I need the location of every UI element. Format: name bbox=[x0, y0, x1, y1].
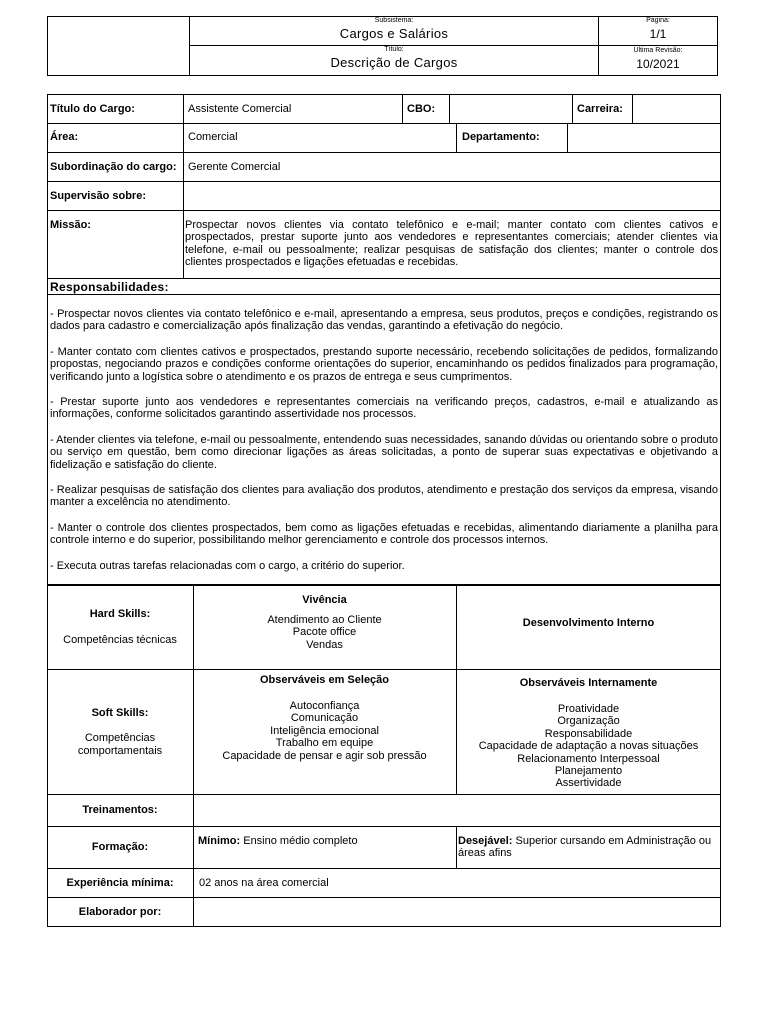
missao-text: Prospectar novos clientes via contato telefônico e e-mail; manter contato com clientes cativos e prospectados, prestar suporte junto aos vendedores e representantes comerciais; atender clientes via telefone, e-mail ou pessoalmente; realizar pesquisas de satisfação dos clientes; manter o controle dos clientes prospectados e ligações efetuadas e recebidas. bbox=[185, 219, 718, 269]
col-divider bbox=[456, 826, 457, 868]
desenvolvimento-heading: Desenvolvimento Interno bbox=[522, 617, 655, 629]
selecao-item: Trabalho em equipe bbox=[275, 737, 374, 750]
row-divider bbox=[47, 152, 721, 153]
internamente-item: Assertividade bbox=[555, 777, 622, 790]
soft-skills-sublabel-1: Competências bbox=[84, 732, 156, 744]
responsibility-item: - Realizar pesquisas de satisfação dos clientes para avaliação dos produtos, atendimento e prestação dos serviços da empresa, visando manter a excelência no atendimento. bbox=[50, 484, 718, 509]
formacao-minimo bbox=[198, 835, 453, 847]
responsibility-item: - Prospectar novos clientes via contato telefônico e e-mail, apresentando a empresa, seus produtos, preços e condições, registrando os dados para cadastro e comercialização após finalização das vendas, garantindo a efetivação do negócio. bbox=[50, 308, 718, 333]
internamente-list bbox=[456, 703, 721, 790]
row-divider bbox=[47, 669, 721, 670]
col-divider bbox=[572, 94, 573, 123]
internamente-heading: Observáveis Internamente bbox=[519, 677, 658, 689]
row-divider bbox=[47, 123, 721, 124]
hard-skills-label: Hard Skills: bbox=[89, 608, 151, 620]
selecao-item: Inteligência emocional bbox=[270, 724, 379, 737]
internamente-item: Capacidade de adaptação a novas situações bbox=[478, 740, 699, 753]
experiencia-label: Experiência mínima: bbox=[66, 877, 174, 889]
vivencia-item: Pacote office bbox=[292, 626, 357, 639]
responsibility-item: - Executa outras tarefas relacionadas com o cargo, a critério do superior. bbox=[50, 560, 405, 572]
row-divider bbox=[47, 897, 721, 898]
missao-label: Missão: bbox=[50, 219, 91, 231]
elaborador-label: Elaborador por: bbox=[78, 906, 162, 918]
experiencia-value: 02 anos na área comercial bbox=[199, 877, 329, 889]
selecao-heading: Observáveis em Seleção bbox=[259, 674, 390, 686]
selecao-item: Capacidade de pensar e agir sob pressão bbox=[222, 749, 427, 762]
responsibility-item: - Atender clientes via telefone, e-mail ou pessoalmente, entendendo suas necessidades, sanando dúvidas ou orientando sobre o produto ou serviço em questão, bem como direcionar ligações as áreas solicitadas, a ponto de superar suas expectativas e objetivando a fidelização e satisfação do cliente. bbox=[50, 434, 718, 471]
subsystem-value: Cargos e Salários bbox=[339, 26, 449, 41]
selecao-item: Comunicação bbox=[290, 712, 359, 725]
col-divider bbox=[402, 94, 403, 123]
col-divider bbox=[183, 94, 184, 278]
treinamentos-label: Treinamentos: bbox=[82, 804, 158, 816]
row-divider bbox=[47, 278, 721, 279]
responsibility-item: - Manter o controle dos clientes prospectados, bem como as ligações efetuadas e recebidas, alimentando diariamente a planilha para controle interno e do superior, possibilitando melhor gerenciamento e controle dos processos internos. bbox=[50, 522, 718, 547]
page-label: Página: bbox=[646, 17, 670, 24]
desejavel-label: Desejável: bbox=[458, 835, 513, 847]
col-divider bbox=[632, 94, 633, 123]
row-divider bbox=[47, 868, 721, 869]
col-divider bbox=[456, 123, 457, 152]
carreira-label: Carreira: bbox=[577, 103, 623, 115]
page-title: Descrição de Cargos bbox=[330, 55, 458, 70]
internamente-item: Relacionamento Interpessoal bbox=[517, 752, 660, 765]
titulo-value: Assistente Comercial bbox=[188, 103, 292, 115]
row-divider bbox=[47, 294, 721, 295]
cbo-label: CBO: bbox=[407, 103, 436, 115]
minimo-value: Ensino médio completo bbox=[240, 835, 358, 847]
title-label: Título: bbox=[384, 46, 404, 53]
responsibility-item: - Prestar suporte junto aos vendedores e representantes comerciais na verificando preços, cadastros, e-mail e atualizando as informações, conforme solicitados garantindo assertividade nos processos. bbox=[50, 396, 718, 421]
internamente-item: Organização bbox=[557, 715, 620, 728]
area-label: Área: bbox=[50, 131, 79, 143]
formacao-label: Formação: bbox=[91, 841, 149, 853]
col-divider bbox=[567, 123, 568, 152]
internamente-item: Responsabilidade bbox=[544, 727, 633, 740]
subordinacao-label: Subordinação do cargo: bbox=[50, 161, 177, 173]
responsabilidades-heading: Responsabilidades: bbox=[50, 280, 169, 294]
vivencia-list bbox=[193, 614, 456, 651]
selecao-item: Autoconfiança bbox=[289, 700, 360, 712]
formacao-desejavel bbox=[458, 835, 720, 860]
minimo-label: Mínimo: bbox=[198, 835, 241, 847]
subordinacao-value: Gerente Comercial bbox=[188, 161, 281, 173]
vivencia-item: Atendimento ao Cliente bbox=[267, 614, 382, 626]
internamente-item: Proatividade bbox=[557, 703, 620, 715]
area-value: Comercial bbox=[188, 131, 238, 143]
soft-skills-sublabel-2: comportamentais bbox=[77, 745, 163, 757]
vivencia-item: Vendas bbox=[306, 638, 343, 651]
row-divider bbox=[47, 826, 721, 827]
row-divider bbox=[47, 794, 721, 795]
soft-skills-label: Soft Skills: bbox=[91, 707, 149, 719]
titulo-label: Título do Cargo: bbox=[50, 103, 135, 115]
responsibility-item: - Manter contato com clientes cativos e prospectados, prestando suporte necessário, recebendo solicitações de pedidos, formalizando propostas, negociando prazos e condições conforme orientações do superior, encaminhando os pedidos finalizados para programação, verificando junto a logística sobre o atendimento e os prazos de entrega e seus cumprimentos. bbox=[50, 346, 718, 383]
vivencia-heading: Vivência bbox=[302, 594, 347, 606]
col-divider bbox=[449, 94, 450, 123]
page-number: 1/1 bbox=[649, 27, 667, 41]
internamente-item: Planejamento bbox=[554, 765, 623, 778]
header-logo-box bbox=[47, 16, 190, 76]
selecao-list bbox=[193, 700, 456, 762]
desejavel-value: Superior cursando em Administração ou áreas afins bbox=[458, 835, 712, 860]
hard-skills-sublabel: Competências técnicas bbox=[63, 634, 177, 646]
supervisao-label: Supervisão sobre: bbox=[50, 190, 146, 202]
row-divider bbox=[47, 181, 721, 182]
revision-date: 10/2021 bbox=[636, 57, 680, 71]
subsystem-label: Subsistema: bbox=[374, 17, 414, 24]
departamento-label: Departamento: bbox=[462, 131, 540, 143]
header-divider-right bbox=[598, 45, 718, 46]
revision-label: Última Revisão: bbox=[633, 47, 683, 54]
row-divider bbox=[47, 210, 721, 211]
